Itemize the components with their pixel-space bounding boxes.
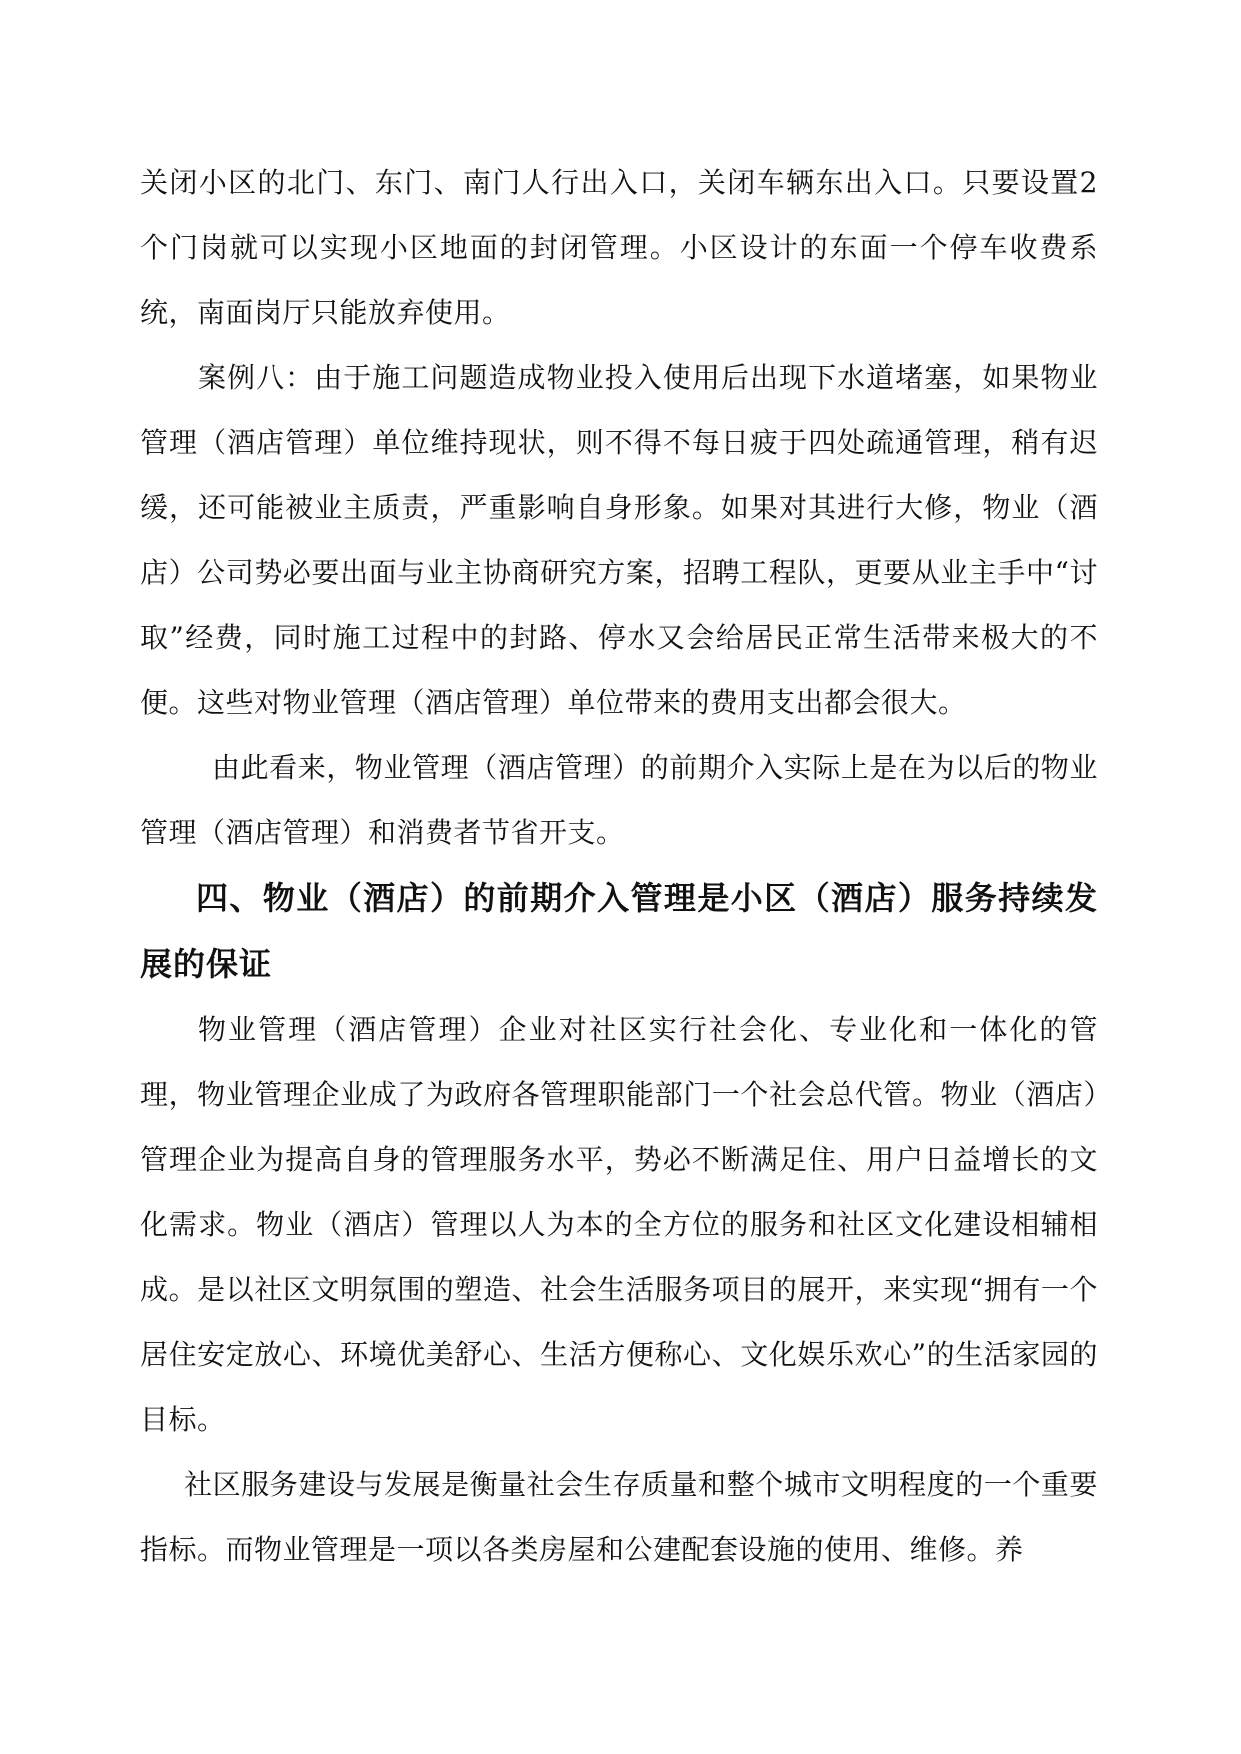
document-body: [140, 150, 1098, 1582]
section-heading-four: 四、物业（酒店）的前期介入管理是小区（酒店）服务持续发展的保证: [140, 879, 1098, 983]
paragraph-case-eight: 案例八：由于施工问题造成物业投入使用后出现下水道堵塞，如果物业管理（酒店管理）单位维持现状，则不得不每日疲于四处疏通管理，稍有迟缓，还可能被业主质责，严重影响自身形象。如果对其进行大修，物业（酒店）公司势必要出面与业主协商研究方案，招聘工程队，更要从业主手中“讨取”经费，同时施工过程中的封路、停水又会给居民正常生活带来极大的不便。这些对物业管理（酒店管理）单位带来的费用支出都会很大。: [140, 361, 1098, 719]
paragraph-closing-gates: 关闭小区的北门、东门、南门人行出入口，关闭车辆东出入口。只要设置2个门岗就可以实现小区地面的封闭管理。小区设计的东面一个停车收费系统，南面岗厅只能放弃使用。: [140, 166, 1098, 329]
paragraph-community-management: 物业管理（酒店管理）企业对社区实行社会化、专业化和一体化的管理，物业管理企业成了为政府各管理职能部门一个社会总代管。物业（酒店）管理企业为提高自身的管理服务水平，势必不断满足住、用户日益增长的文化需求。物业（酒店）管理以人为本的全方位的服务和社区文化建设相辅相成。是以社区文明氛围的塑造、社会生活服务项目的展开，来实现“拥有一个居住安定放心、环境优美舒心、生活方便称心、文化娱乐欢心”的生活家园的目标。: [140, 1013, 1098, 1436]
paragraph-community-service: 社区服务建设与发展是衡量社会生存质量和整个城市文明程度的一个重要指标。而物业管理是一项以各类房屋和公建配套设施的使用、维修。养: [140, 1468, 1098, 1566]
paragraph-conclusion: 由此看来，物业管理（酒店管理）的前期介入实际上是在为以后的物业管理（酒店管理）和消费者节省开支。: [140, 751, 1098, 849]
